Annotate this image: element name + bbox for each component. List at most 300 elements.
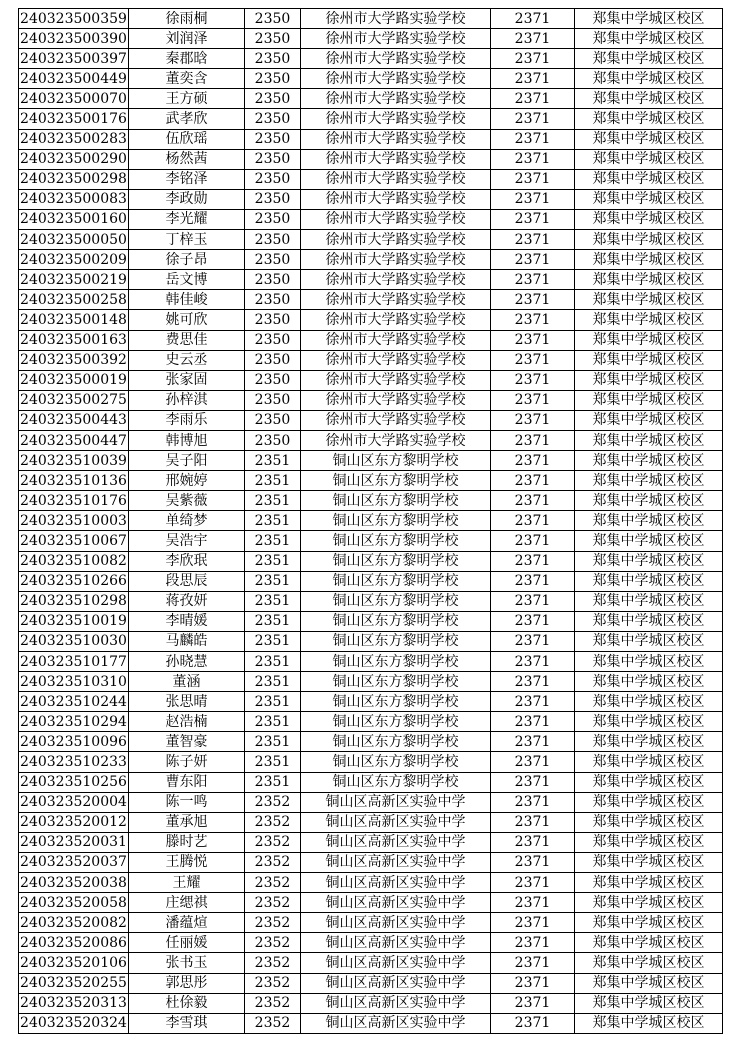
- table-row: [19, 250, 723, 270]
- school-code-cell: 2350: [245, 69, 301, 89]
- student-name-cell: 韩佳峻: [129, 290, 245, 310]
- student-name-cell: 蒋孜妍: [129, 591, 245, 611]
- destination-school-cell: 郑集中学城区校区: [575, 390, 723, 410]
- student-name-cell: 吴子阳: [129, 451, 245, 471]
- table-row: [19, 29, 723, 49]
- school-code-cell: 2352: [245, 933, 301, 953]
- destination-school-cell: 郑集中学城区校区: [575, 230, 723, 250]
- table-row: [19, 893, 723, 913]
- school-name-cell: 铜山区东方黎明学校: [301, 491, 491, 511]
- table-row: [19, 129, 723, 149]
- destination-code-cell: 2371: [491, 310, 575, 330]
- destination-code-cell: 2371: [491, 410, 575, 430]
- student-name-cell: 费思佳: [129, 330, 245, 350]
- destination-code-cell: 2371: [491, 712, 575, 732]
- table-row: [19, 611, 723, 631]
- destination-school-cell: 郑集中学城区校区: [575, 571, 723, 591]
- destination-code-cell: 2371: [491, 491, 575, 511]
- school-name-cell: 徐州市大学路实验学校: [301, 9, 491, 29]
- table-row: [19, 631, 723, 651]
- destination-school-cell: 郑集中学城区校区: [575, 169, 723, 189]
- school-code-cell: 2351: [245, 511, 301, 531]
- school-code-cell: 2351: [245, 732, 301, 752]
- school-name-cell: 铜山区高新区实验中学: [301, 913, 491, 933]
- student-name-cell: 董承旭: [129, 812, 245, 832]
- student-id-cell: 240323500298: [19, 169, 129, 189]
- table-row: [19, 430, 723, 450]
- destination-school-cell: 郑集中学城区校区: [575, 451, 723, 471]
- destination-code-cell: 2371: [491, 752, 575, 772]
- school-name-cell: 铜山区东方黎明学校: [301, 732, 491, 752]
- school-name-cell: 徐州市大学路实验学校: [301, 149, 491, 169]
- student-name-cell: 李雪琪: [129, 1013, 245, 1033]
- student-id-cell: 240323520086: [19, 933, 129, 953]
- destination-school-cell: 郑集中学城区校区: [575, 692, 723, 712]
- destination-school-cell: 郑集中学城区校区: [575, 109, 723, 129]
- destination-code-cell: 2371: [491, 390, 575, 410]
- destination-code-cell: 2371: [491, 953, 575, 973]
- admission-list-body: [19, 9, 723, 1034]
- school-name-cell: 徐州市大学路实验学校: [301, 109, 491, 129]
- school-code-cell: 2352: [245, 812, 301, 832]
- school-name-cell: 铜山区东方黎明学校: [301, 712, 491, 732]
- destination-school-cell: 郑集中学城区校区: [575, 611, 723, 631]
- student-id-cell: 240323500209: [19, 250, 129, 270]
- destination-school-cell: 郑集中学城区校区: [575, 732, 723, 752]
- student-id-cell: 240323500019: [19, 370, 129, 390]
- destination-school-cell: 郑集中学城区校区: [575, 270, 723, 290]
- student-name-cell: 韩博旭: [129, 430, 245, 450]
- school-code-cell: 2350: [245, 370, 301, 390]
- school-code-cell: 2350: [245, 129, 301, 149]
- table-row: [19, 551, 723, 571]
- student-name-cell: 陈一鸣: [129, 792, 245, 812]
- student-id-cell: 240323510067: [19, 531, 129, 551]
- student-name-cell: 孙晓慧: [129, 652, 245, 672]
- destination-school-cell: 郑集中学城区校区: [575, 631, 723, 651]
- table-row: [19, 9, 723, 29]
- student-id-cell: 240323520037: [19, 852, 129, 872]
- destination-school-cell: 郑集中学城区校区: [575, 511, 723, 531]
- destination-code-cell: 2371: [491, 692, 575, 712]
- school-code-cell: 2350: [245, 230, 301, 250]
- student-id-cell: 240323500258: [19, 290, 129, 310]
- school-name-cell: 铜山区东方黎明学校: [301, 471, 491, 491]
- destination-code-cell: 2371: [491, 913, 575, 933]
- table-row: [19, 993, 723, 1013]
- destination-school-cell: 郑集中学城区校区: [575, 812, 723, 832]
- table-row: [19, 852, 723, 872]
- table-row: [19, 812, 723, 832]
- school-name-cell: 铜山区高新区实验中学: [301, 792, 491, 812]
- student-id-cell: 240323510019: [19, 611, 129, 631]
- destination-school-cell: 郑集中学城区校区: [575, 832, 723, 852]
- destination-school-cell: 郑集中学城区校区: [575, 129, 723, 149]
- school-name-cell: 徐州市大学路实验学校: [301, 89, 491, 109]
- school-name-cell: 铜山区东方黎明学校: [301, 451, 491, 471]
- destination-code-cell: 2371: [491, 69, 575, 89]
- school-code-cell: 2351: [245, 451, 301, 471]
- table-row: [19, 792, 723, 812]
- destination-code-cell: 2371: [491, 471, 575, 491]
- school-name-cell: 徐州市大学路实验学校: [301, 390, 491, 410]
- student-id-cell: 240323500219: [19, 270, 129, 290]
- school-name-cell: 铜山区高新区实验中学: [301, 893, 491, 913]
- student-name-cell: 史云丞: [129, 350, 245, 370]
- destination-code-cell: 2371: [491, 169, 575, 189]
- school-name-cell: 铜山区东方黎明学校: [301, 772, 491, 792]
- school-name-cell: 徐州市大学路实验学校: [301, 330, 491, 350]
- destination-school-cell: 郑集中学城区校区: [575, 672, 723, 692]
- school-code-cell: 2351: [245, 611, 301, 631]
- school-code-cell: 2350: [245, 390, 301, 410]
- student-id-cell: 240323500359: [19, 9, 129, 29]
- school-name-cell: 徐州市大学路实验学校: [301, 430, 491, 450]
- table-row: [19, 109, 723, 129]
- student-name-cell: 王耀: [129, 873, 245, 893]
- school-code-cell: 2350: [245, 290, 301, 310]
- destination-code-cell: 2371: [491, 189, 575, 209]
- table-row: [19, 772, 723, 792]
- school-code-cell: 2350: [245, 330, 301, 350]
- student-name-cell: 陈子妍: [129, 752, 245, 772]
- destination-code-cell: 2371: [491, 350, 575, 370]
- table-row: [19, 712, 723, 732]
- destination-code-cell: 2371: [491, 370, 575, 390]
- student-name-cell: 李雨乐: [129, 410, 245, 430]
- school-code-cell: 2351: [245, 531, 301, 551]
- school-name-cell: 徐州市大学路实验学校: [301, 189, 491, 209]
- destination-code-cell: 2371: [491, 812, 575, 832]
- student-id-cell: 240323500390: [19, 29, 129, 49]
- school-code-cell: 2350: [245, 270, 301, 290]
- destination-code-cell: 2371: [491, 611, 575, 631]
- table-row: [19, 270, 723, 290]
- student-id-cell: 240323500275: [19, 390, 129, 410]
- destination-code-cell: 2371: [491, 652, 575, 672]
- school-code-cell: 2352: [245, 852, 301, 872]
- destination-school-cell: 郑集中学城区校区: [575, 310, 723, 330]
- school-name-cell: 铜山区高新区实验中学: [301, 852, 491, 872]
- table-row: [19, 390, 723, 410]
- student-name-cell: 丁梓玉: [129, 230, 245, 250]
- destination-school-cell: 郑集中学城区校区: [575, 89, 723, 109]
- table-row: [19, 652, 723, 672]
- student-id-cell: 240323520255: [19, 973, 129, 993]
- destination-code-cell: 2371: [491, 551, 575, 571]
- table-row: [19, 471, 723, 491]
- student-id-cell: 240323520012: [19, 812, 129, 832]
- student-name-cell: 单绮梦: [129, 511, 245, 531]
- destination-school-cell: 郑集中学城区校区: [575, 1013, 723, 1033]
- school-name-cell: 铜山区高新区实验中学: [301, 953, 491, 973]
- table-row: [19, 69, 723, 89]
- student-name-cell: 徐雨桐: [129, 9, 245, 29]
- destination-code-cell: 2371: [491, 531, 575, 551]
- student-id-cell: 240323520038: [19, 873, 129, 893]
- student-id-cell: 240323500443: [19, 410, 129, 430]
- school-code-cell: 2352: [245, 893, 301, 913]
- student-id-cell: 240323510096: [19, 732, 129, 752]
- school-name-cell: 铜山区高新区实验中学: [301, 812, 491, 832]
- school-code-cell: 2351: [245, 672, 301, 692]
- school-code-cell: 2352: [245, 792, 301, 812]
- destination-school-cell: 郑集中学城区校区: [575, 149, 723, 169]
- student-name-cell: 杨然茜: [129, 149, 245, 169]
- student-id-cell: 240323510266: [19, 571, 129, 591]
- school-name-cell: 铜山区东方黎明学校: [301, 611, 491, 631]
- destination-school-cell: 郑集中学城区校区: [575, 993, 723, 1013]
- student-name-cell: 滕时艺: [129, 832, 245, 852]
- student-name-cell: 任丽媛: [129, 933, 245, 953]
- student-name-cell: 张思晴: [129, 692, 245, 712]
- student-id-cell: 240323500160: [19, 209, 129, 229]
- student-id-cell: 240323510244: [19, 692, 129, 712]
- school-name-cell: 铜山区东方黎明学校: [301, 752, 491, 772]
- student-name-cell: 吴浩宇: [129, 531, 245, 551]
- student-id-cell: 240323520031: [19, 832, 129, 852]
- student-name-cell: 岳文博: [129, 270, 245, 290]
- destination-code-cell: 2371: [491, 832, 575, 852]
- student-name-cell: 潘蕴煊: [129, 913, 245, 933]
- school-name-cell: 徐州市大学路实验学校: [301, 169, 491, 189]
- student-id-cell: 240323500283: [19, 129, 129, 149]
- destination-school-cell: 郑集中学城区校区: [575, 933, 723, 953]
- school-name-cell: 徐州市大学路实验学校: [301, 270, 491, 290]
- table-row: [19, 491, 723, 511]
- student-name-cell: 李政勋: [129, 189, 245, 209]
- table-row: [19, 350, 723, 370]
- student-name-cell: 董奕含: [129, 69, 245, 89]
- school-code-cell: 2352: [245, 973, 301, 993]
- destination-school-cell: 郑集中学城区校区: [575, 410, 723, 430]
- destination-school-cell: 郑集中学城区校区: [575, 350, 723, 370]
- student-name-cell: 李光耀: [129, 209, 245, 229]
- school-code-cell: 2350: [245, 430, 301, 450]
- student-name-cell: 徐子昂: [129, 250, 245, 270]
- student-name-cell: 张书玉: [129, 953, 245, 973]
- school-code-cell: 2352: [245, 873, 301, 893]
- school-name-cell: 铜山区高新区实验中学: [301, 933, 491, 953]
- school-code-cell: 2350: [245, 149, 301, 169]
- destination-code-cell: 2371: [491, 129, 575, 149]
- student-id-cell: 240323500392: [19, 350, 129, 370]
- destination-school-cell: 郑集中学城区校区: [575, 913, 723, 933]
- school-name-cell: 铜山区东方黎明学校: [301, 551, 491, 571]
- destination-code-cell: 2371: [491, 9, 575, 29]
- destination-school-cell: 郑集中学城区校区: [575, 9, 723, 29]
- school-name-cell: 铜山区东方黎明学校: [301, 511, 491, 531]
- destination-school-cell: 郑集中学城区校区: [575, 953, 723, 973]
- school-code-cell: 2351: [245, 471, 301, 491]
- table-row: [19, 571, 723, 591]
- student-id-cell: 240323500070: [19, 89, 129, 109]
- destination-code-cell: 2371: [491, 29, 575, 49]
- destination-code-cell: 2371: [491, 571, 575, 591]
- destination-school-cell: 郑集中学城区校区: [575, 430, 723, 450]
- school-code-cell: 2352: [245, 1013, 301, 1033]
- table-row: [19, 752, 723, 772]
- school-code-cell: 2351: [245, 491, 301, 511]
- destination-school-cell: 郑集中学城区校区: [575, 370, 723, 390]
- destination-code-cell: 2371: [491, 451, 575, 471]
- school-code-cell: 2350: [245, 350, 301, 370]
- student-name-cell: 秦郡晗: [129, 49, 245, 69]
- destination-code-cell: 2371: [491, 430, 575, 450]
- school-name-cell: 徐州市大学路实验学校: [301, 49, 491, 69]
- destination-code-cell: 2371: [491, 993, 575, 1013]
- student-id-cell: 240323520082: [19, 913, 129, 933]
- destination-code-cell: 2371: [491, 873, 575, 893]
- destination-school-cell: 郑集中学城区校区: [575, 209, 723, 229]
- school-code-cell: 2350: [245, 169, 301, 189]
- destination-school-cell: 郑集中学城区校区: [575, 290, 723, 310]
- destination-code-cell: 2371: [491, 772, 575, 792]
- destination-school-cell: 郑集中学城区校区: [575, 973, 723, 993]
- student-name-cell: 孙梓淇: [129, 390, 245, 410]
- table-row: [19, 953, 723, 973]
- school-name-cell: 徐州市大学路实验学校: [301, 410, 491, 430]
- destination-school-cell: 郑集中学城区校区: [575, 792, 723, 812]
- student-id-cell: 240323510176: [19, 491, 129, 511]
- student-id-cell: 240323510294: [19, 712, 129, 732]
- student-id-cell: 240323510177: [19, 652, 129, 672]
- destination-school-cell: 郑集中学城区校区: [575, 591, 723, 611]
- student-id-cell: 240323510233: [19, 752, 129, 772]
- destination-school-cell: 郑集中学城区校区: [575, 712, 723, 732]
- destination-code-cell: 2371: [491, 792, 575, 812]
- school-code-cell: 2351: [245, 551, 301, 571]
- destination-school-cell: 郑集中学城区校区: [575, 873, 723, 893]
- student-id-cell: 240323500148: [19, 310, 129, 330]
- school-code-cell: 2351: [245, 712, 301, 732]
- school-code-cell: 2350: [245, 310, 301, 330]
- student-name-cell: 董智豪: [129, 732, 245, 752]
- student-id-cell: 240323500050: [19, 230, 129, 250]
- school-code-cell: 2351: [245, 752, 301, 772]
- table-row: [19, 933, 723, 953]
- destination-code-cell: 2371: [491, 89, 575, 109]
- table-row: [19, 310, 723, 330]
- student-name-cell: 李欣珉: [129, 551, 245, 571]
- student-name-cell: 姚可欣: [129, 310, 245, 330]
- student-id-cell: 240323510136: [19, 471, 129, 491]
- table-row: [19, 531, 723, 551]
- school-code-cell: 2352: [245, 993, 301, 1013]
- table-row: [19, 370, 723, 390]
- student-id-cell: 240323520004: [19, 792, 129, 812]
- table-row: [19, 49, 723, 69]
- school-name-cell: 铜山区高新区实验中学: [301, 873, 491, 893]
- school-code-cell: 2350: [245, 410, 301, 430]
- student-id-cell: 240323510003: [19, 511, 129, 531]
- destination-code-cell: 2371: [491, 672, 575, 692]
- table-row: [19, 230, 723, 250]
- student-id-cell: 240323500176: [19, 109, 129, 129]
- student-id-cell: 240323520324: [19, 1013, 129, 1033]
- student-name-cell: 杜俆毅: [129, 993, 245, 1013]
- destination-school-cell: 郑集中学城区校区: [575, 772, 723, 792]
- student-name-cell: 李铭泽: [129, 169, 245, 189]
- student-name-cell: 吴紫薇: [129, 491, 245, 511]
- school-code-cell: 2351: [245, 652, 301, 672]
- school-code-cell: 2350: [245, 209, 301, 229]
- school-name-cell: 徐州市大学路实验学校: [301, 29, 491, 49]
- school-name-cell: 铜山区东方黎明学校: [301, 692, 491, 712]
- destination-code-cell: 2371: [491, 290, 575, 310]
- student-name-cell: 伍欣瑶: [129, 129, 245, 149]
- school-name-cell: 徐州市大学路实验学校: [301, 290, 491, 310]
- destination-school-cell: 郑集中学城区校区: [575, 491, 723, 511]
- student-id-cell: 240323510256: [19, 772, 129, 792]
- table-row: [19, 511, 723, 531]
- school-name-cell: 铜山区东方黎明学校: [301, 571, 491, 591]
- school-code-cell: 2352: [245, 953, 301, 973]
- destination-code-cell: 2371: [491, 209, 575, 229]
- destination-code-cell: 2371: [491, 732, 575, 752]
- destination-school-cell: 郑集中学城区校区: [575, 250, 723, 270]
- student-name-cell: 曹东阳: [129, 772, 245, 792]
- destination-code-cell: 2371: [491, 49, 575, 69]
- school-code-cell: 2351: [245, 772, 301, 792]
- school-code-cell: 2350: [245, 29, 301, 49]
- student-name-cell: 段思辰: [129, 571, 245, 591]
- student-id-cell: 240323510030: [19, 631, 129, 651]
- table-row: [19, 913, 723, 933]
- school-name-cell: 徐州市大学路实验学校: [301, 350, 491, 370]
- destination-code-cell: 2371: [491, 109, 575, 129]
- table-row: [19, 330, 723, 350]
- school-name-cell: 徐州市大学路实验学校: [301, 209, 491, 229]
- student-name-cell: 刘润泽: [129, 29, 245, 49]
- school-name-cell: 徐州市大学路实验学校: [301, 69, 491, 89]
- school-name-cell: 铜山区东方黎明学校: [301, 652, 491, 672]
- student-name-cell: 武孝欣: [129, 109, 245, 129]
- student-name-cell: 张家固: [129, 370, 245, 390]
- student-id-cell: 240323510039: [19, 451, 129, 471]
- table-row: [19, 591, 723, 611]
- school-name-cell: 徐州市大学路实验学校: [301, 370, 491, 390]
- destination-code-cell: 2371: [491, 250, 575, 270]
- destination-code-cell: 2371: [491, 270, 575, 290]
- school-name-cell: 铜山区高新区实验中学: [301, 832, 491, 852]
- destination-code-cell: 2371: [491, 149, 575, 169]
- table-row: [19, 832, 723, 852]
- student-id-cell: 240323520106: [19, 953, 129, 973]
- destination-school-cell: 郑集中学城区校区: [575, 752, 723, 772]
- table-row: [19, 973, 723, 993]
- table-row: [19, 89, 723, 109]
- destination-code-cell: 2371: [491, 330, 575, 350]
- student-name-cell: 赵浩楠: [129, 712, 245, 732]
- student-id-cell: 240323520058: [19, 893, 129, 913]
- destination-school-cell: 郑集中学城区校区: [575, 852, 723, 872]
- table-row: [19, 732, 723, 752]
- table-row: [19, 692, 723, 712]
- student-id-cell: 240323500397: [19, 49, 129, 69]
- student-name-cell: 王方硕: [129, 89, 245, 109]
- student-id-cell: 240323520313: [19, 993, 129, 1013]
- school-code-cell: 2351: [245, 591, 301, 611]
- table-row: [19, 149, 723, 169]
- student-name-cell: 庄缌祺: [129, 893, 245, 913]
- table-row: [19, 672, 723, 692]
- destination-code-cell: 2371: [491, 591, 575, 611]
- destination-code-cell: 2371: [491, 1013, 575, 1033]
- school-code-cell: 2350: [245, 109, 301, 129]
- student-name-cell: 董涵: [129, 672, 245, 692]
- student-name-cell: 郭思彤: [129, 973, 245, 993]
